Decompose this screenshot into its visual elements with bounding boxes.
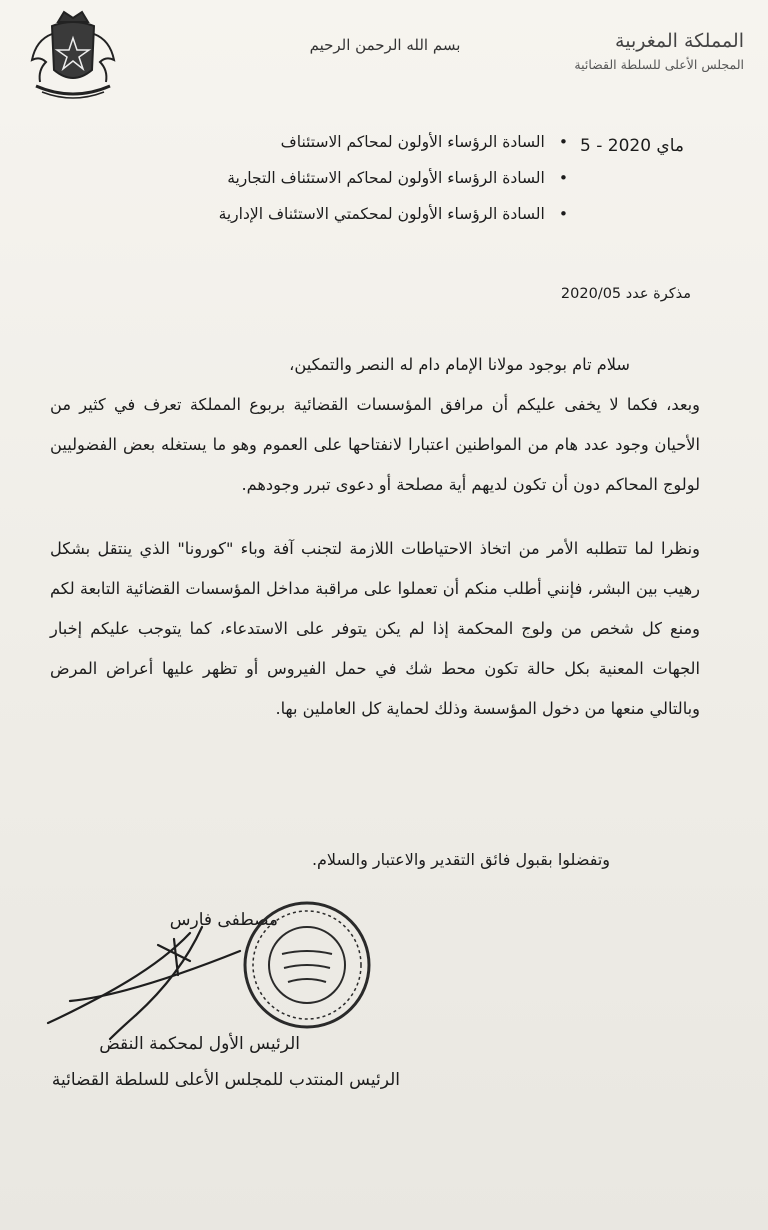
signatory-name: مصطفى فارس xyxy=(169,910,278,930)
closing-line: وتفضلوا بقبول فائق التقدير والاعتبار والسلام. xyxy=(311,850,610,869)
signatory-role-1: الرئيس الأول لمحكمة النقض xyxy=(99,1034,300,1054)
kingdom-name: المملكة المغربية xyxy=(615,30,744,52)
addressee-item: • السادة الرؤساء الأولون لمحاكم الاستئناف xyxy=(148,124,568,160)
memo-number xyxy=(526,286,691,302)
body-paragraph: ونظرا لما تتطلبه الأمر من اتخاذ الاحتياطات اللازمة لتجنب آفة وباء "كورونا" الذي ينتقل بشكل رهيب بين البشر، فإنني أطلب منكم أن تعملوا على مراقبة مداخل المؤسسات القضائية التابعة لكم ومنع كل شخص من ولوج المحكمة إذا لم يكن يتوفر على الاستدعاء، كما يتوجب عليكم إخبار الجهات المعنية بكل حالة تكون محط شك في حمل الفيروس أو تظهر عليها أعراض المرض وبالتالي منعها من دخول المؤسسة وذلك لحماية كل العاملين بها. xyxy=(50,539,700,718)
letter-body xyxy=(50,345,700,729)
council-name: المجلس الأعلى للسلطة القضائية xyxy=(574,57,744,72)
basmala: بسم الله الرحمن الرحيم xyxy=(309,36,461,54)
letter-date: 5 - ماي 2020 xyxy=(580,136,685,156)
body-paragraph: وبعد، فكما لا يخفى عليكم أن مرافق المؤسسات القضائية بربوع المملكة تعرف في كثير من الأحيان وجود عدد هام من المواطنين اعتبارا لانفتاحها على العموم وهو ما يستغله بعض الفضوليين لولوج المحاكم دون أن تكون لديهم أية مصلحة أو دعوى تبرر وجودهم. xyxy=(50,395,700,494)
memo-number-value: 2020/05 xyxy=(560,286,622,302)
letterhead xyxy=(494,28,744,76)
addressee-item: • السادة الرؤساء الأولون لمحكمتي الاستئناف الإدارية xyxy=(148,196,568,232)
greeting-paragraph: سلام تام بوجود مولانا الإمام دام له النصر والتمكين، xyxy=(289,355,630,374)
addressee-item: • السادة الرؤساء الأولون لمحاكم الاستئناف التجارية xyxy=(148,160,568,196)
royal-emblem-icon xyxy=(22,4,124,104)
addressee-list xyxy=(148,124,568,232)
official-stamp xyxy=(240,898,374,1032)
signatory-role-2: الرئيس المنتدب للمجلس الأعلى للسلطة القضائية xyxy=(51,1070,400,1090)
memo-label: مذكرة عدد xyxy=(625,286,691,302)
